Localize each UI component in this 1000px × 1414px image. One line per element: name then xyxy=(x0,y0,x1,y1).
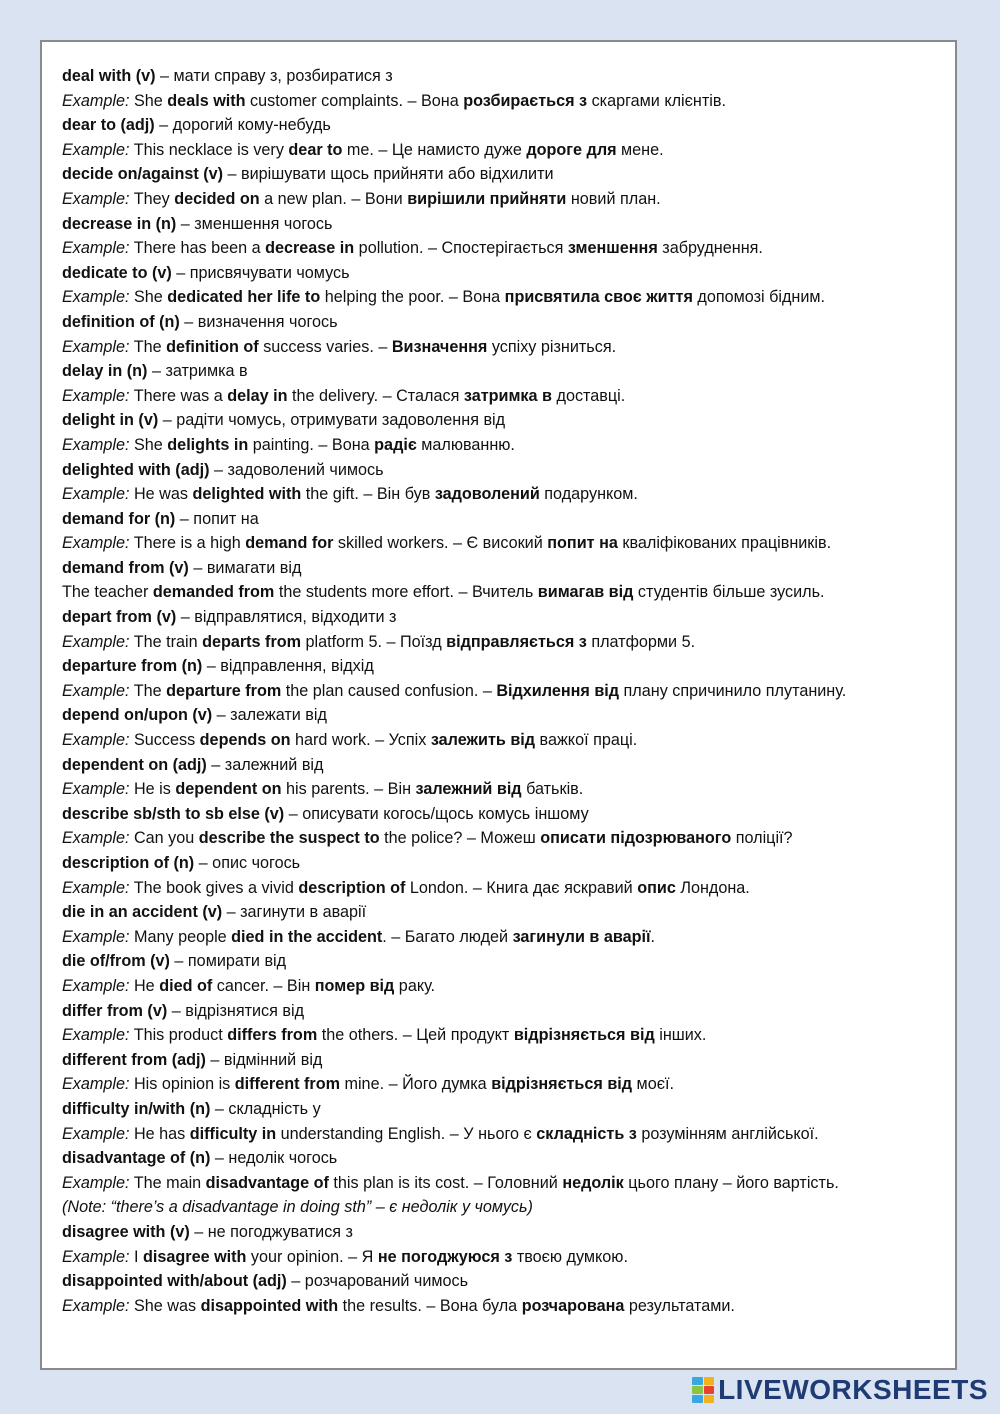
example-highlight: радіє xyxy=(374,435,417,454)
example-text: Лондона. xyxy=(675,878,750,897)
example-text: There was a xyxy=(129,386,228,405)
entry-meaning: – опис чогось xyxy=(194,854,301,872)
liveworksheets-logo-icon xyxy=(692,1377,714,1403)
entry-heading xyxy=(62,556,945,581)
example-text: результатами. xyxy=(624,1296,735,1315)
entry-phrase: disappointed with/about (adj) xyxy=(62,1272,287,1291)
example-label: Example: xyxy=(62,632,130,651)
example-highlight: delights in xyxy=(167,435,249,454)
entry-meaning: – мати справу з, розбиратися з xyxy=(155,67,393,85)
example-highlight: died of xyxy=(159,976,213,995)
entry-example xyxy=(62,482,945,507)
example-text: pollution. – Спостерігається xyxy=(354,239,568,258)
entry-heading xyxy=(62,408,945,433)
entry-phrase: different from (adj) xyxy=(62,1050,206,1069)
example-text: the others. – Цей продукт xyxy=(317,1026,514,1045)
entry-phrase: description of (n) xyxy=(62,854,195,872)
example-text: the police? – Можеш xyxy=(379,829,541,848)
entry-example xyxy=(62,728,945,753)
example-highlight: відправляється з xyxy=(446,632,587,651)
entry-example xyxy=(62,679,945,704)
example-text: the delivery. – Сталася xyxy=(287,386,464,405)
entry-phrase: dependent on (adj) xyxy=(62,755,207,774)
example-highlight: delay in xyxy=(227,386,288,405)
example-highlight: затримка в xyxy=(463,386,552,405)
example-text: the results. – Вона була xyxy=(338,1296,522,1315)
example-text: the students more effort. – Вчитель xyxy=(274,583,538,602)
example-label: Example: xyxy=(62,534,130,553)
entry-phrase: depend on/upon (v) xyxy=(62,706,213,725)
entry-example xyxy=(62,138,945,163)
example-label: Example: xyxy=(62,681,130,700)
example-text: твоєю думкою. xyxy=(512,1247,628,1266)
entry-heading xyxy=(62,703,945,728)
entry-meaning: – відмінний від xyxy=(205,1050,323,1069)
entry-example xyxy=(62,1171,945,1196)
entry-heading xyxy=(62,162,945,187)
example-highlight: розчарована xyxy=(521,1296,625,1315)
example-text: цього плану – його вартість. xyxy=(623,1173,839,1192)
example-text: важкої праці. xyxy=(535,731,638,750)
entry-example xyxy=(62,826,945,851)
entry-example xyxy=(62,1072,945,1097)
entry-example xyxy=(62,236,945,261)
entry-meaning: – залежати від xyxy=(212,706,327,725)
example-label: Example: xyxy=(62,386,130,405)
entry-example xyxy=(62,1294,945,1319)
entry-heading xyxy=(62,212,945,237)
example-highlight: не погоджуюся з xyxy=(377,1247,513,1266)
example-highlight: залежить від xyxy=(430,731,536,750)
entry-meaning: – помирати від xyxy=(169,952,287,971)
example-highlight: Відхилення від xyxy=(496,681,620,700)
example-label: Example: xyxy=(62,337,130,356)
example-text: подарунком. xyxy=(539,485,638,504)
entry-phrase: departure from (n) xyxy=(62,657,203,676)
example-label: Example: xyxy=(62,829,130,848)
example-text: інших. xyxy=(654,1026,707,1045)
example-highlight: describe the suspect to xyxy=(198,829,380,848)
example-text: забруднення. xyxy=(657,239,763,258)
entry-example xyxy=(62,384,945,409)
example-text: скаргами клієнтів. xyxy=(587,91,726,110)
entry-heading xyxy=(62,64,945,89)
entry-phrase: decrease in (n) xyxy=(62,214,177,233)
example-highlight: deals with xyxy=(167,91,246,110)
liveworksheets-logo-text: LIVEWORKSHEETS xyxy=(718,1374,988,1405)
example-highlight: dependent on xyxy=(175,780,282,799)
example-highlight: присвятила своє життя xyxy=(504,288,693,307)
entry-note: (Note: “there’s a disadvantage in doing sth” – є недолік у чомусь) xyxy=(62,1198,533,1217)
example-text: There has been a xyxy=(129,239,266,258)
entry-heading xyxy=(62,753,945,778)
entry-phrase: dear to (adj) xyxy=(62,116,155,135)
entry-phrase: deal with (v) xyxy=(62,67,156,85)
example-label: Example: xyxy=(62,878,130,897)
example-text: He is xyxy=(129,780,176,799)
example-text: London. – Книга дає яскравий xyxy=(405,878,638,897)
entry-meaning: – не погоджуватися з xyxy=(189,1222,353,1241)
entry-meaning: – відправлення, відхід xyxy=(202,657,374,676)
entry-phrase: depart from (v) xyxy=(62,608,177,627)
entry-meaning: – розчарований чимось xyxy=(286,1272,469,1291)
entry-example xyxy=(62,187,945,212)
entry-phrase: demand from (v) xyxy=(62,558,189,577)
example-text: The teacher xyxy=(62,583,153,602)
entry-heading xyxy=(62,949,945,974)
entry-meaning: – зменшення чогось xyxy=(176,214,333,233)
example-label: Example: xyxy=(62,189,130,208)
entry-example xyxy=(62,777,945,802)
entry-meaning: – загинути в аварії xyxy=(222,903,367,922)
example-label: Example: xyxy=(62,976,130,995)
example-label: Example: xyxy=(62,485,130,504)
example-label: Example: xyxy=(62,91,130,110)
example-text: Can you xyxy=(129,829,199,848)
example-label: Example: xyxy=(62,1247,130,1266)
example-text: She xyxy=(129,435,168,454)
example-text: She xyxy=(129,91,168,110)
entry-phrase: demand for (n) xyxy=(62,509,176,528)
entry-meaning: – відправлятися, відходити з xyxy=(176,608,397,627)
example-text: skilled workers. – Є високий xyxy=(333,534,548,553)
entry-phrase: decide on/against (v) xyxy=(62,165,224,184)
entry-phrase: definition of (n) xyxy=(62,312,180,331)
example-text: новий план. xyxy=(566,189,661,208)
entry-heading xyxy=(62,1097,945,1122)
example-text: understanding English. – У нього є xyxy=(276,1124,537,1143)
example-text: This product xyxy=(129,1026,228,1045)
entry-example xyxy=(62,433,945,458)
entry-heading xyxy=(62,310,945,335)
example-highlight: decrease in xyxy=(265,239,355,258)
worksheet-sheet xyxy=(40,40,957,1370)
example-highlight: помер від xyxy=(314,976,395,995)
entry-example xyxy=(62,1023,945,1048)
entry-example xyxy=(62,974,945,999)
entry-meaning: – залежний від xyxy=(206,755,324,774)
entry-meaning: – попит на xyxy=(175,509,259,528)
example-text: She was xyxy=(129,1296,201,1315)
example-text: The xyxy=(129,681,167,700)
entry-heading xyxy=(62,900,945,925)
example-text: They xyxy=(129,189,175,208)
entry-example xyxy=(62,876,945,901)
entry-heading xyxy=(62,999,945,1024)
entry-meaning: – вимагати від xyxy=(188,558,302,577)
example-highlight: depends on xyxy=(199,731,291,750)
example-highlight: disadvantage of xyxy=(205,1173,329,1192)
example-highlight: описати підозрюваного xyxy=(540,829,732,848)
example-text: розумінням англійської. xyxy=(636,1124,819,1143)
example-label: Example: xyxy=(62,435,130,454)
entry-heading xyxy=(62,113,945,138)
example-text: She xyxy=(129,288,168,307)
example-text: the plan caused confusion. – xyxy=(281,681,497,700)
example-label: Example: xyxy=(62,140,130,159)
example-highlight: відрізняється від xyxy=(491,1075,633,1094)
example-highlight: demand for xyxy=(245,534,334,553)
example-text: I xyxy=(129,1247,143,1266)
example-highlight: definition of xyxy=(166,337,259,356)
entry-meaning: – вирішувати щось прийняти або відхилити xyxy=(223,165,554,184)
example-highlight: розбирається з xyxy=(463,91,588,110)
example-text: малюванню. xyxy=(416,435,515,454)
entry-heading xyxy=(62,261,945,286)
example-highlight: відрізняється від xyxy=(513,1026,655,1045)
entry-example xyxy=(62,1245,945,1270)
example-text: the gift. – Він був xyxy=(301,485,435,504)
entry-heading xyxy=(62,1269,945,1294)
example-label: Example: xyxy=(62,780,130,799)
example-text: a new plan. – Вони xyxy=(259,189,408,208)
example-text: helping the poor. – Вона xyxy=(320,288,505,307)
example-text: his parents. – Він xyxy=(281,780,416,799)
example-text: He was xyxy=(129,485,193,504)
example-text: He has xyxy=(129,1124,190,1143)
example-text: допомозі бідним. xyxy=(692,288,826,307)
example-text: Success xyxy=(129,731,200,750)
example-text: this plan is its cost. – Головний xyxy=(328,1173,563,1192)
example-text: кваліфікованих працівників. xyxy=(617,534,832,553)
example-text: успіху різниться. xyxy=(487,337,617,356)
example-label: Example: xyxy=(62,239,130,258)
entry-meaning: – складність у xyxy=(210,1099,321,1118)
entry-example xyxy=(62,630,945,655)
entry-meaning: – описувати когось/щось комусь іншому xyxy=(284,804,589,823)
entry-phrase: disagree with (v) xyxy=(62,1222,190,1241)
entry-meaning: – радіти чомусь, отримувати задоволення від xyxy=(158,411,506,430)
example-highlight: description of xyxy=(298,878,406,897)
example-text: The train xyxy=(129,632,203,651)
entry-phrase: delighted with (adj) xyxy=(62,460,210,479)
entry-phrase: die of/from (v) xyxy=(62,952,170,971)
entry-heading xyxy=(62,802,945,827)
entry-heading xyxy=(62,654,945,679)
entry-example xyxy=(62,335,945,360)
example-highlight: опис xyxy=(637,878,676,897)
example-highlight: died in the accident xyxy=(231,927,383,946)
entry-phrase: dedicate to (v) xyxy=(62,263,172,282)
example-text: The main xyxy=(129,1173,206,1192)
example-highlight: залежний від xyxy=(415,780,522,799)
entry-example xyxy=(62,285,945,310)
example-highlight: dedicated her life to xyxy=(167,288,321,307)
example-text: His opinion is xyxy=(129,1075,235,1094)
example-text: платформи 5. xyxy=(586,632,696,651)
example-highlight: загинули в аварії xyxy=(512,927,651,946)
example-text: platform 5. – Поїзд xyxy=(301,632,447,651)
example-text: . xyxy=(650,927,656,946)
example-text: мене. xyxy=(616,140,664,159)
entry-heading xyxy=(62,605,945,630)
entry-meaning: – відрізнятися від xyxy=(167,1001,305,1020)
example-highlight: вимагав від xyxy=(537,583,634,602)
example-label: Example: xyxy=(62,1296,130,1315)
example-highlight: disappointed with xyxy=(200,1296,339,1315)
example-text: mine. – Його думка xyxy=(339,1075,492,1094)
example-label: Example: xyxy=(62,731,130,750)
example-text: студентів більше зусиль. xyxy=(633,583,825,602)
example-highlight: disagree with xyxy=(142,1247,247,1266)
example-label: Example: xyxy=(62,288,130,307)
example-text: плану спричинило плутанину. xyxy=(619,681,847,700)
entry-heading xyxy=(62,1220,945,1245)
entry-phrase: delay in (n) xyxy=(62,362,148,381)
entry-phrase: describe sb/sth to sb else (v) xyxy=(62,804,285,823)
example-highlight: задоволений xyxy=(434,485,540,504)
example-label: Example: xyxy=(62,927,130,946)
entry-heading xyxy=(62,1048,945,1073)
example-label: Example: xyxy=(62,1173,130,1192)
example-highlight: departure from xyxy=(166,681,282,700)
entry-phrase: differ from (v) xyxy=(62,1001,168,1020)
example-highlight: dear to xyxy=(288,140,343,159)
example-highlight: differs from xyxy=(227,1026,318,1045)
example-text: hard work. – Успіх xyxy=(290,731,431,750)
example-highlight: вирішили прийняти xyxy=(407,189,567,208)
example-text: The book gives a vivid xyxy=(129,878,299,897)
example-text: Many people xyxy=(129,927,232,946)
entry-meaning: – дорогий кому-небудь xyxy=(154,116,331,135)
entry-example xyxy=(62,89,945,114)
entry-phrase: delight in (v) xyxy=(62,411,159,430)
example-highlight: дороге для xyxy=(526,140,617,159)
example-highlight: difficulty in xyxy=(189,1124,277,1143)
example-label: Example: xyxy=(62,1124,130,1143)
example-highlight: Визначення xyxy=(391,337,488,356)
example-text: раку. xyxy=(394,976,436,995)
example-label: Example: xyxy=(62,1075,130,1094)
example-text: поліції? xyxy=(731,829,793,848)
entry-example xyxy=(62,531,945,556)
entry-example xyxy=(62,580,945,605)
example-text: . – Багато людей xyxy=(382,927,513,946)
entry-heading xyxy=(62,458,945,483)
liveworksheets-logo[interactable] xyxy=(692,1374,988,1406)
example-text: success varies. – xyxy=(258,337,392,356)
example-text: This necklace is very xyxy=(129,140,289,159)
entry-heading xyxy=(62,359,945,384)
example-highlight: demanded from xyxy=(152,583,275,602)
example-label: Example: xyxy=(62,1026,130,1045)
example-highlight: зменшення xyxy=(567,239,658,258)
example-highlight: складність з xyxy=(536,1124,637,1143)
example-highlight: недолік xyxy=(562,1173,624,1192)
example-highlight: decided on xyxy=(174,189,260,208)
example-text: моєї. xyxy=(632,1075,674,1094)
example-highlight: different from xyxy=(234,1075,340,1094)
example-text: customer complaints. – Вона xyxy=(245,91,464,110)
example-text: painting. – Вона xyxy=(248,435,375,454)
entry-example xyxy=(62,1122,945,1147)
example-text: your opinion. – Я xyxy=(246,1247,378,1266)
entry-meaning: – затримка в xyxy=(147,362,248,381)
example-highlight: departs from xyxy=(202,632,302,651)
entry-meaning: – задоволений чимось xyxy=(209,460,384,479)
entry-meaning: – недолік чогось xyxy=(210,1149,338,1168)
example-text: me. – Це намисто дуже xyxy=(342,140,527,159)
example-text: The xyxy=(129,337,167,356)
entry-phrase: die in an accident (v) xyxy=(62,903,223,922)
entry-heading xyxy=(62,507,945,532)
entry-heading xyxy=(62,851,945,876)
example-highlight: delighted with xyxy=(192,485,302,504)
entry-phrase: disadvantage of (n) xyxy=(62,1149,211,1168)
example-text: He xyxy=(129,976,160,995)
entry-phrase: difficulty in/with (n) xyxy=(62,1099,211,1118)
entry-example xyxy=(62,925,945,950)
example-text: cancer. – Він xyxy=(212,976,315,995)
example-text: There is a high xyxy=(129,534,246,553)
entry-meaning: – присвячувати чомусь xyxy=(171,263,350,282)
example-text: доставці. xyxy=(552,386,626,405)
entry-meaning: – визначення чогось xyxy=(179,312,338,331)
example-text: батьків. xyxy=(521,780,584,799)
vocabulary-list xyxy=(62,64,945,1318)
entry-heading xyxy=(62,1146,945,1171)
example-highlight: попит на xyxy=(547,534,618,553)
